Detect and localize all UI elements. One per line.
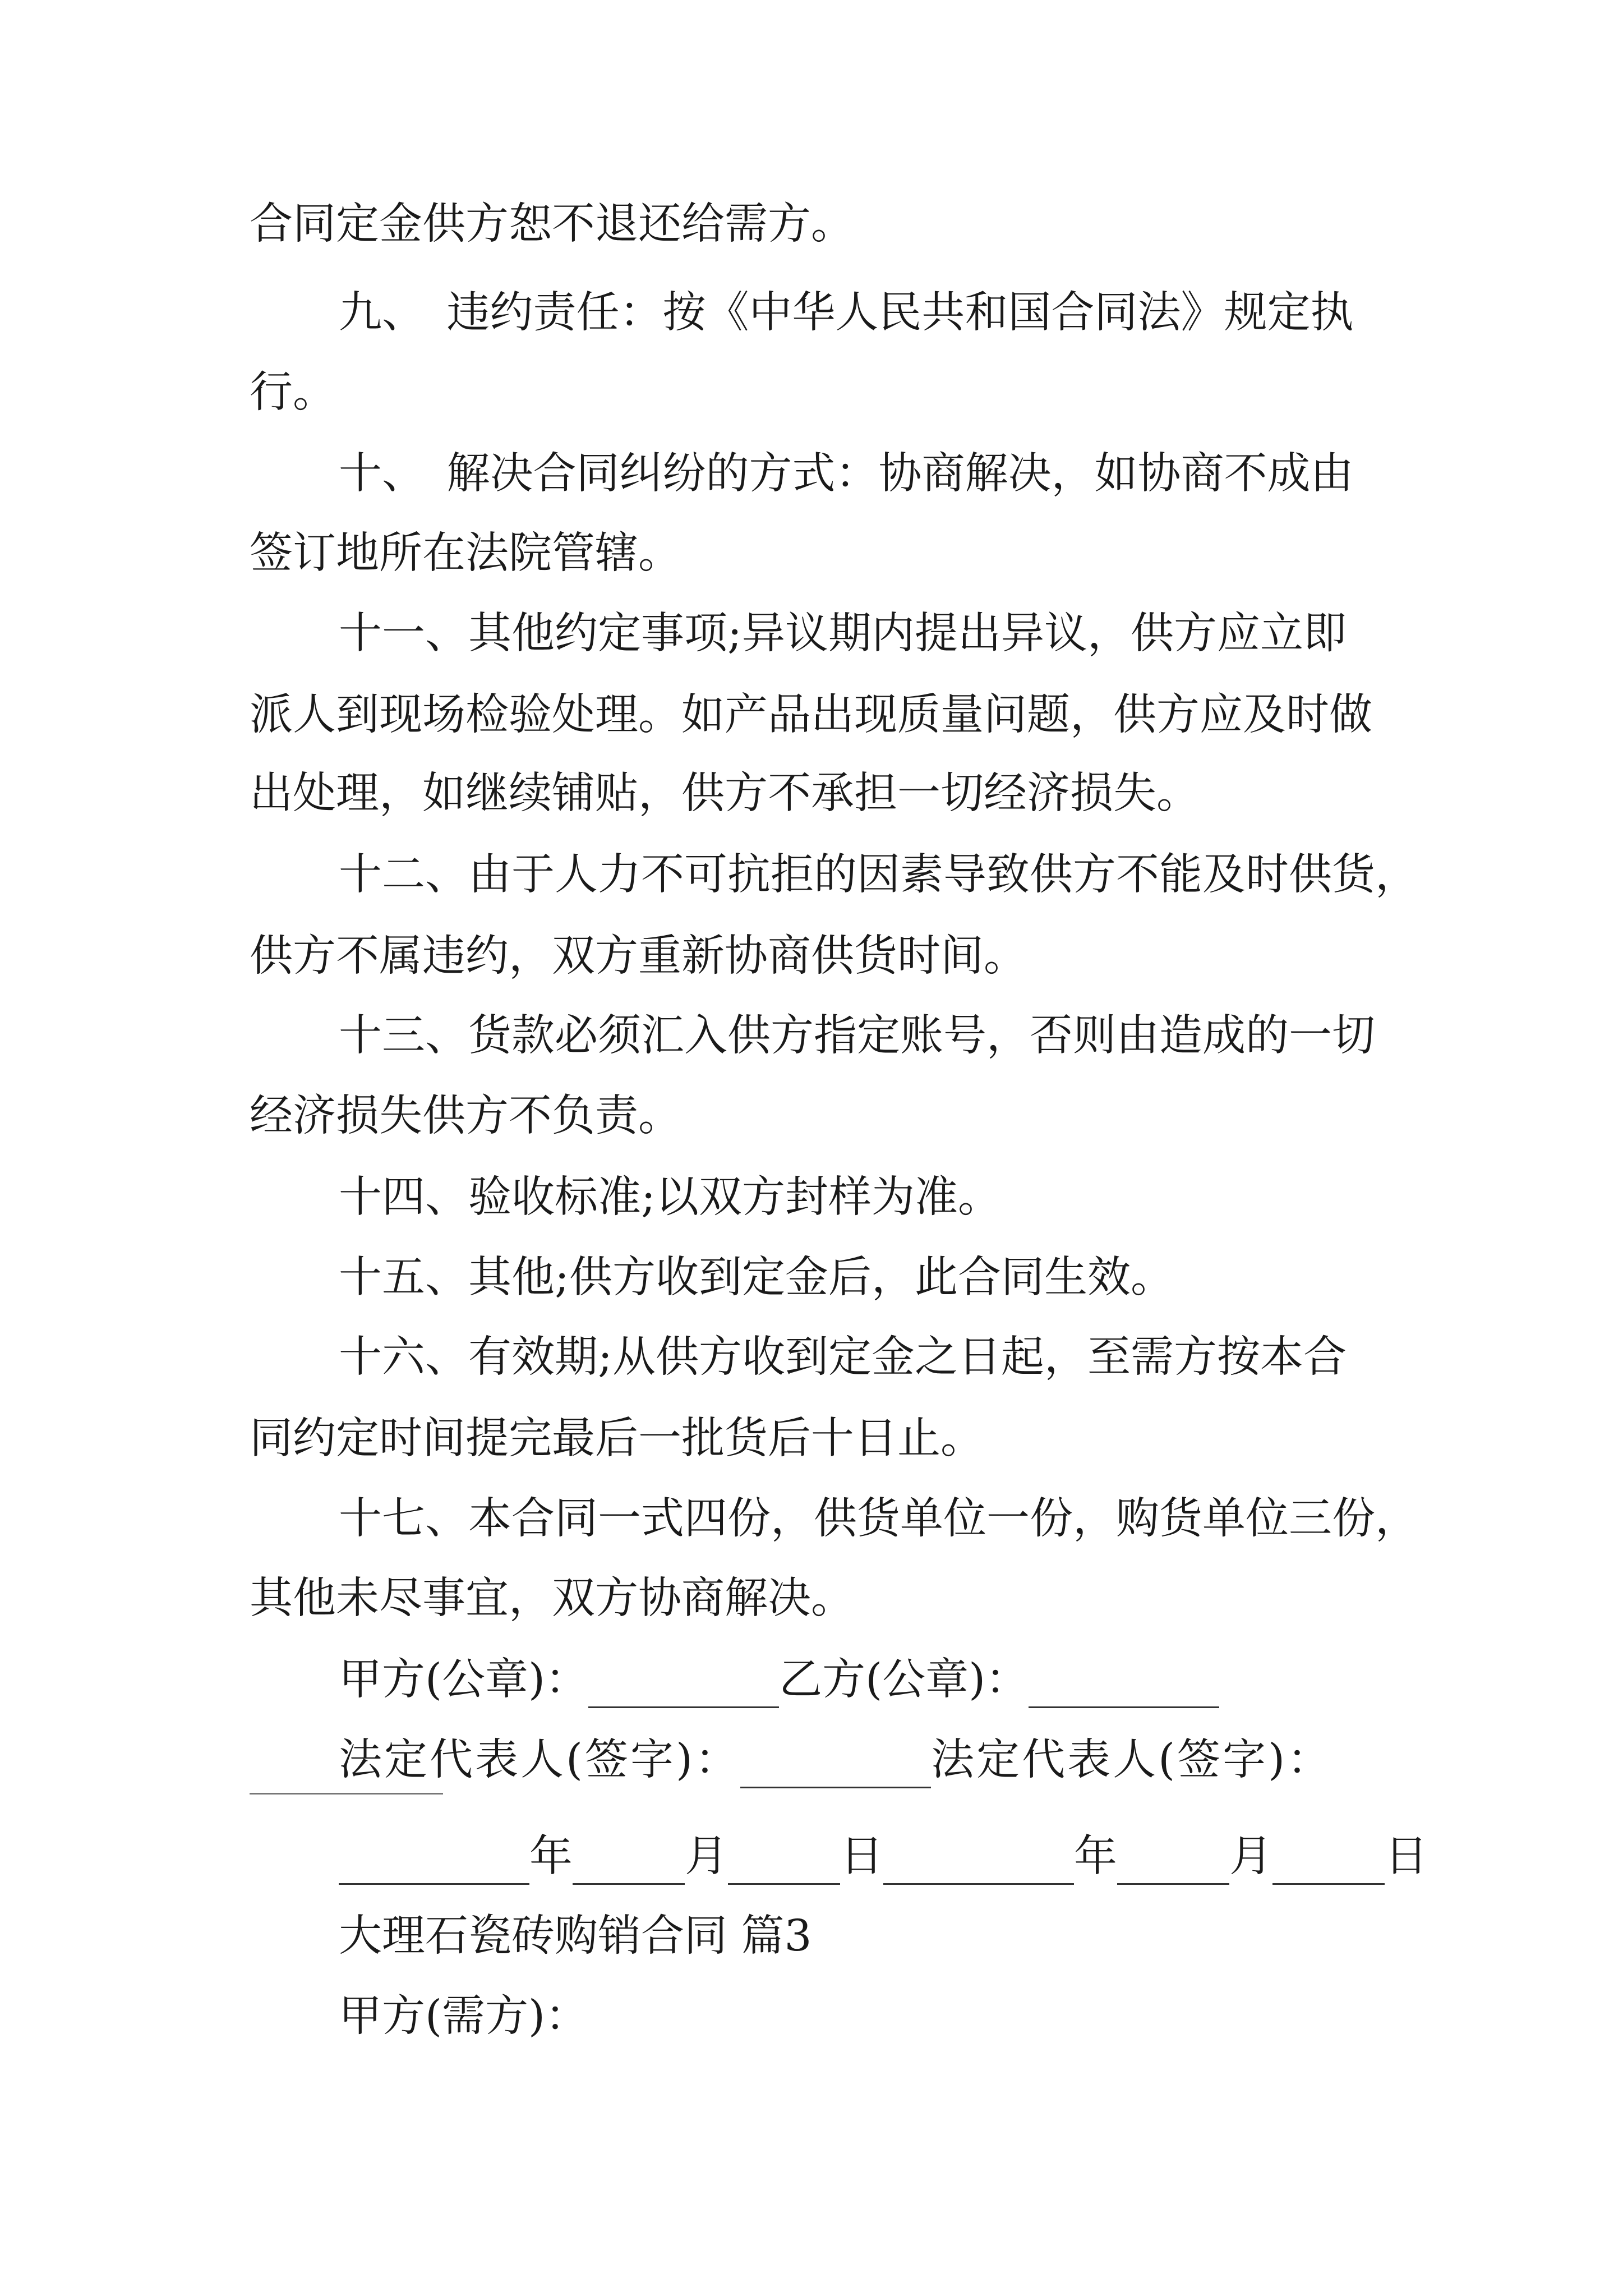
clause-16: 十六、有效期;从供方收到定金之日起，至需方按本合 xyxy=(339,1332,1347,1382)
section-title: 大理石瓷砖购销合同 篇3 xyxy=(339,1911,812,1961)
body-line: 其他未尽事宜，双方协商解决。 xyxy=(250,1573,854,1623)
party-a-seal-blank[interactable] xyxy=(588,1663,779,1708)
rep-a-label: 法定代表人(签字)： xyxy=(339,1735,741,1785)
day-a-blank[interactable] xyxy=(728,1839,840,1885)
body-line: 派人到现场检验处理。如产品出现质量问题，供方应及时做 xyxy=(250,690,1372,740)
rep-a-blank[interactable] xyxy=(740,1743,931,1788)
body-line: 出处理，如继续铺贴，供方不承担一切经济损失。 xyxy=(250,769,1200,818)
year-b-blank[interactable] xyxy=(883,1839,1074,1885)
day-b-label: 日 xyxy=(1385,1832,1428,1881)
year-a-label: 年 xyxy=(529,1832,573,1881)
representative-row xyxy=(339,1732,1332,1788)
body-line: 签订地所在法院管辖。 xyxy=(250,528,681,578)
party-b-seal-blank[interactable] xyxy=(1029,1663,1219,1708)
body-line: 合同定金供方恕不退还给需方。 xyxy=(250,199,854,249)
clause-11: 十一、其他约定事项;异议期内提出异议，供方应立即 xyxy=(339,609,1347,659)
clause-12: 十二、由于人力不可抗拒的因素导致供方不能及时供货， xyxy=(339,850,1418,900)
rep-b-label: 法定代表人(签字)： xyxy=(931,1735,1333,1785)
body-line: 行。 xyxy=(250,367,336,417)
clause-10: 十、 解决合同纠纷的方式：协商解决，如协商不成由 xyxy=(339,449,1354,499)
date-row xyxy=(339,1829,1428,1885)
month-a-label: 月 xyxy=(685,1832,728,1881)
rep-b-blank[interactable] xyxy=(250,1793,443,1795)
party-a-seal-label: 甲方(公章)： xyxy=(339,1655,589,1705)
body-line: 经济损失供方不负责。 xyxy=(250,1091,681,1141)
month-a-blank[interactable] xyxy=(573,1839,685,1885)
clause-13: 十三、货款必须汇入供方指定账号，否则由造成的一切 xyxy=(339,1011,1375,1061)
clause-14: 十四、验收标准;以双方封样为准。 xyxy=(339,1172,1001,1222)
body-line: 同约定时间提完最后一批货后十日止。 xyxy=(250,1414,984,1464)
clause-15: 十五、其他;供方收到定金后，此合同生效。 xyxy=(339,1253,1174,1303)
month-b-blank[interactable] xyxy=(1117,1839,1229,1885)
clause-17: 十七、本合同一式四份，供货单位一份，购货单位三份， xyxy=(339,1494,1418,1544)
year-a-blank[interactable] xyxy=(339,1839,529,1885)
body-line: 供方不属违约，双方重新协商供货时间。 xyxy=(250,931,1027,981)
clause-9: 九、 违约责任：按《中华人民共和国合同法》规定执 xyxy=(339,288,1354,338)
month-b-label: 月 xyxy=(1229,1832,1272,1881)
seal-row xyxy=(339,1652,1219,1708)
party-b-seal-label: 乙方(公章)： xyxy=(779,1655,1029,1705)
day-a-label: 日 xyxy=(840,1832,883,1881)
day-b-blank[interactable] xyxy=(1272,1839,1385,1885)
party-a-buyer-label: 甲方(需方)： xyxy=(339,1991,589,2041)
year-b-label: 年 xyxy=(1074,1832,1117,1881)
